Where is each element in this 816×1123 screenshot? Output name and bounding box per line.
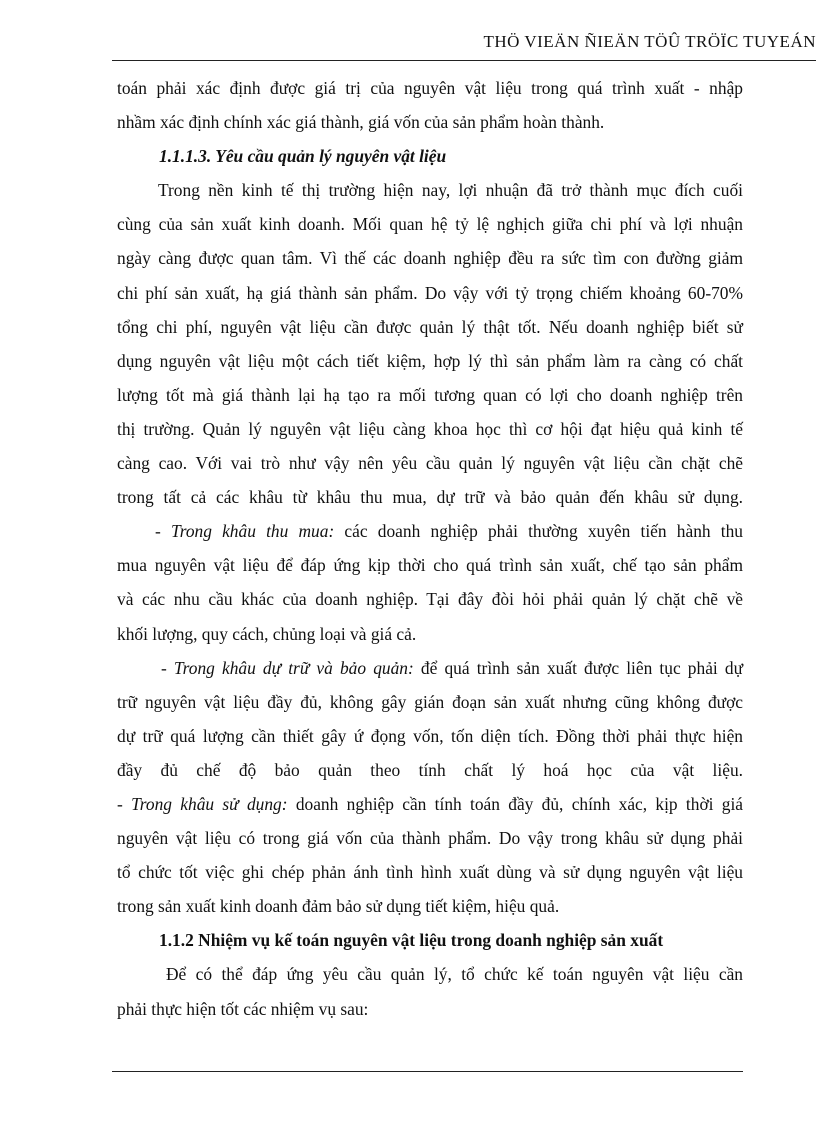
body-line xyxy=(117,787,743,821)
body-line: nguyên vật liệu có trong giá vốn của thành phẩm. Do vậy trong khâu sử dụng phải xyxy=(117,828,743,849)
header-rule xyxy=(112,60,816,61)
label-du-tru: - Trong khâu dự trữ và bảo quản: xyxy=(161,657,414,678)
header-title: THÖ VIEÄN ÑIEÄN TÖÛ TRÖÏC TUYEÁN xyxy=(483,32,816,51)
body-line: tổng chi phí, nguyên vật liệu cần được quản lý thật tốt. Nếu doanh nghiệp biết sử xyxy=(117,316,743,337)
body-line: Để có thể đáp ứng yêu cầu quản lý, tổ chức kế toán nguyên vật liệu cần xyxy=(166,964,743,985)
label-thu-mua: - Trong khâu thu mua: xyxy=(155,521,335,542)
body-line: chi phí sản xuất, hạ giá thành sản phẩm. Do vậy với tỷ trọng chiếm khoảng 60-70% xyxy=(117,282,743,303)
body-line: nhầm xác định chính xác giá thành, giá vốn của sản phẩm hoàn thành. xyxy=(117,112,605,133)
body-line: đầy đủ chế độ bảo quản theo tính chất lý hoá học của vật liệu. xyxy=(117,759,743,780)
body-line-text: các doanh nghiệp phải thường xuyên tiến hành thu xyxy=(334,521,743,542)
label-su-dung: - Trong khâu sử dụng: xyxy=(117,793,288,814)
page-body xyxy=(117,71,743,1026)
body-line: ngày càng được quan tâm. Vì thế các doanh nghiệp đều ra sức tìm con đường giảm xyxy=(117,248,743,269)
body-line: trong sản xuất kinh doanh đảm bảo sử dụng tiết kiệm, hiệu quả. xyxy=(117,896,560,917)
body-line-text: để quá trình sản xuất được liên tục phải dự xyxy=(413,657,744,678)
body-line: tổ chức tốt việc ghi chép phản ánh tình hình xuất dùng và sử dụng nguyên vật liệu xyxy=(117,862,743,883)
body-line: Trong nền kinh tế thị trường hiện nay, lợi nhuận đã trở thành mục đích cuối xyxy=(158,180,743,201)
body-line: toán phải xác định được giá trị của nguyên vật liệu trong quá trình xuất - nhập xyxy=(117,78,743,98)
body-line xyxy=(117,514,743,548)
body-line: trữ nguyên vật liệu đầy đủ, không gây gián đoạn sản xuất nhưng cũng không được xyxy=(117,691,743,712)
body-line: lượng tốt mà giá thành lại hạ tạo ra mối tương quan có lợi cho doanh nghiệp trên xyxy=(117,384,743,405)
body-line: dụng nguyên vật liệu một cách tiết kiệm, hợp lý thì sản phẩm làm ra càng có chất xyxy=(117,350,743,371)
section-heading-1-1-2: 1.1.2 Nhiệm vụ kế toán nguyên vật liệu trong doanh nghiệp sản xuất xyxy=(159,930,664,951)
footer-rule xyxy=(112,1071,743,1072)
body-line: thị trường. Quản lý nguyên vật liệu càng khoa học thì cơ hội đạt hiệu quả kinh tế xyxy=(117,418,743,439)
section-heading-1-1-1-3: 1.1.1.3. Yêu cầu quản lý nguyên vật liệu xyxy=(159,146,447,167)
body-line: khối lượng, quy cách, chủng loại và giá cả. xyxy=(117,623,417,644)
page-header xyxy=(0,28,816,58)
body-line: phải thực hiện tốt các nhiệm vụ sau: xyxy=(117,998,369,1019)
body-line: và các nhu cầu khác của doanh nghiệp. Tại đây đòi hỏi phải quản lý chặt chẽ về xyxy=(117,589,743,610)
body-line: cùng của sản xuất kinh doanh. Mối quan hệ tỷ lệ nghịch giữa chi phí và lợi nhuận xyxy=(117,214,743,235)
body-line: mua nguyên vật liệu để đáp ứng kịp thời cho quá trình sản xuất, chế tạo sản phẩm xyxy=(117,555,743,576)
body-line: dự trữ quá lượng cần thiết gây ứ đọng vốn, tốn diện tích. Đồng thời phải thực hiện xyxy=(117,725,743,746)
body-line-text: doanh nghiệp cần tính toán đầy đủ, chính xác, kịp thời giá xyxy=(287,793,744,814)
body-line: càng cao. Với vai trò như vậy nên yêu cầu quản lý nguyên vật liệu cần chặt chẽ xyxy=(117,453,743,474)
body-line xyxy=(117,651,743,685)
body-line: trong tất cả các khâu từ khâu thu mua, dự trữ và bảo quản đến khâu sử dụng. xyxy=(117,487,743,508)
